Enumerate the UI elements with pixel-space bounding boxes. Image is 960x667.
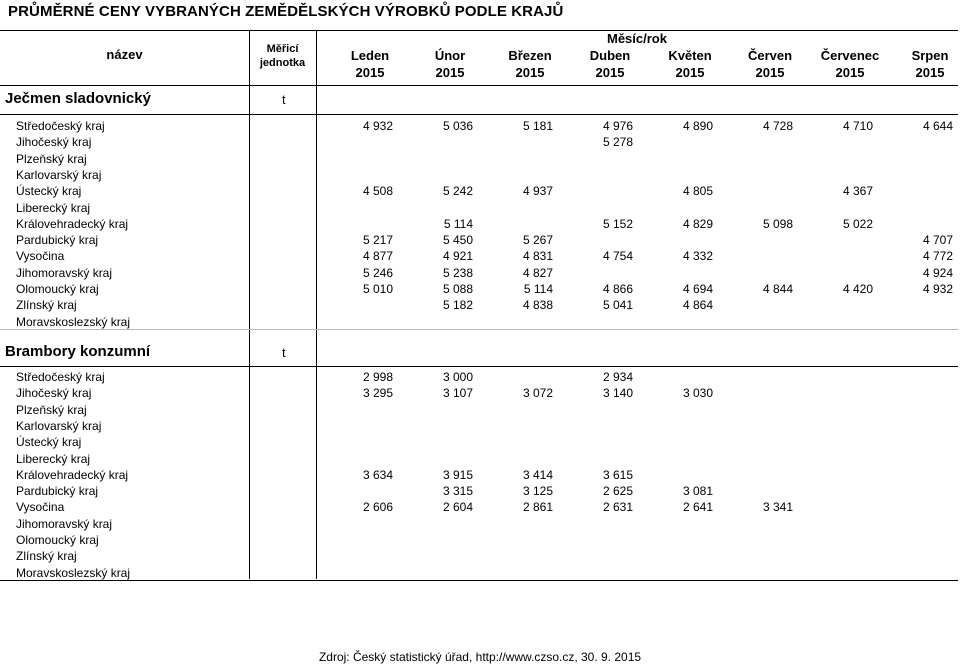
price-cell: 3 341 [762,500,793,514]
table-row [0,370,958,386]
region-name: Pardubický kraj [16,484,99,498]
table-row [0,566,958,582]
price-cell: 2 998 [362,370,393,384]
year-label: 2015 [515,65,545,80]
price-cell: 5 242 [442,184,473,198]
region-name: Liberecký kraj [16,201,91,215]
price-cell: 2 641 [682,500,713,514]
price-cell: 4 877 [362,249,393,263]
price-cell: 3 315 [442,484,473,498]
price-cell: 4 707 [922,233,953,247]
region-name: Olomoucký kraj [16,533,99,547]
region-name: Karlovarský kraj [16,419,102,433]
region-name: Moravskoslezský kraj [16,315,131,329]
table-row [0,315,958,331]
region-name: Jihočeský kraj [16,386,92,400]
table-row [0,217,958,233]
price-cell: 3 081 [682,484,713,498]
section-unit: t [282,345,286,360]
price-cell: 4 844 [762,282,793,296]
price-cell: 2 861 [522,500,553,514]
month-column-header [891,47,960,81]
name-column-header: název [106,47,143,62]
region-name: Plzeňský kraj [16,403,87,417]
section-title: Ječmen sladovnický [5,90,151,107]
table-row [0,298,958,314]
region-name: Olomoucký kraj [16,282,99,296]
region-name: Středočeský kraj [16,119,105,133]
price-cell: 4 932 [922,282,953,296]
price-cell: 4 924 [922,266,953,280]
table-row [0,233,958,249]
price-cell: 4 772 [922,249,953,263]
price-cell: 5 450 [442,233,473,247]
region-name: Jihomoravský kraj [16,517,113,531]
price-cell: 5 022 [842,217,873,231]
table-row [0,484,958,500]
price-cell: 4 644 [922,119,953,133]
month-label: Duben [589,48,631,63]
table-row [0,119,958,135]
price-cell: 2 625 [602,484,633,498]
price-cell: 5 267 [522,233,553,247]
region-name: Jihomoravský kraj [16,266,113,280]
region-name: Karlovarský kraj [16,168,102,182]
month-column-header [731,47,809,81]
header-rule [0,85,958,86]
price-cell: 5 041 [602,298,633,312]
table-row [0,386,958,402]
region-name: Královehradecký kraj [16,217,129,231]
month-column-header [331,47,409,81]
table-row [0,500,958,516]
price-cell: 4 508 [362,184,393,198]
price-cell: 4 831 [522,249,553,263]
price-cell: 2 606 [362,500,393,514]
price-cell: 5 098 [762,217,793,231]
price-cell: 4 976 [602,119,633,133]
region-name: Vysočina [16,500,65,514]
price-cell: 4 754 [602,249,633,263]
month-column-header [491,47,569,81]
year-label: 2015 [755,65,785,80]
table-row [0,403,958,419]
table-row [0,249,958,265]
price-cell: 5 217 [362,233,393,247]
price-cell: 5 152 [602,217,633,231]
region-name: Ústecký kraj [16,184,82,198]
month-label: Červen [747,48,793,63]
table-row [0,419,958,435]
price-cell: 2 631 [602,500,633,514]
table-row [0,184,958,200]
region-name: Vysočina [16,249,65,263]
price-cell: 3 915 [442,468,473,482]
price-cell: 5 114 [443,217,473,231]
month-column-header [411,47,489,81]
unit-header-line2: jednotka [259,57,306,69]
month-column-header [651,47,729,81]
price-cell: 5 088 [442,282,473,296]
month-label: Červenec [820,48,880,63]
price-cell: 5 278 [602,135,633,149]
table-row [0,517,958,533]
table-row [0,135,958,151]
price-cell: 4 838 [522,298,553,312]
price-cell: 4 921 [442,249,473,263]
table-row [0,452,958,468]
table-row [0,549,958,565]
price-cell: 4 710 [842,119,873,133]
price-cell: 5 238 [442,266,473,280]
month-label: Březen [508,48,552,63]
region-name: Ústecký kraj [16,435,82,449]
year-label: 2015 [355,65,385,80]
price-cell: 4 367 [842,184,873,198]
price-cell: 5 036 [442,119,473,133]
region-name: Jihočeský kraj [16,135,92,149]
table-row [0,533,958,549]
price-cell: 4 694 [682,282,713,296]
price-cell: 3 107 [442,386,473,400]
section-title: Brambory konzumní [5,343,151,360]
price-cell: 4 420 [842,282,873,296]
price-cell: 5 181 [522,119,553,133]
price-cell: 3 295 [362,386,393,400]
price-cell: 4 864 [682,298,713,312]
region-name: Moravskoslezský kraj [16,566,131,580]
region-name: Zlínský kraj [16,298,77,312]
region-name: Zlínský kraj [16,549,77,563]
price-cell: 4 890 [682,119,713,133]
month-label: Srpen [911,48,949,63]
year-label: 2015 [675,65,705,80]
price-cell: 3 414 [522,468,553,482]
month-label: Únor [434,48,466,63]
region-name: Liberecký kraj [16,452,91,466]
price-cell: 3 140 [602,386,633,400]
price-cell: 3 634 [362,468,393,482]
month-column-header [571,47,649,81]
unit-column-header [249,42,316,70]
section-rule [0,366,958,367]
price-cell: 3 615 [602,468,633,482]
table-row [0,468,958,484]
price-cell: 4 937 [522,184,553,198]
year-label: 2015 [435,65,465,80]
month-label: Leden [350,48,390,63]
price-cell: 3 072 [522,386,553,400]
price-cell: 4 805 [682,184,713,198]
price-cell: 2 604 [442,500,473,514]
year-label: 2015 [915,65,945,80]
section-unit: t [282,92,286,107]
section-rule [0,114,958,115]
price-cell: 4 827 [522,266,553,280]
table-row [0,152,958,168]
table-row [0,435,958,451]
price-cell: 2 934 [602,370,633,384]
month-group-header: Měsíc/rok [607,31,667,46]
price-cell: 5 114 [523,282,553,296]
price-cell: 3 030 [682,386,713,400]
price-cell: 5 182 [442,298,473,312]
price-cell: 4 332 [682,249,713,263]
table-row [0,201,958,217]
table-row [0,282,958,298]
price-cell: 4 728 [762,119,793,133]
region-name: Středočeský kraj [16,370,105,384]
price-cell: 4 866 [602,282,633,296]
region-name: Plzeňský kraj [16,152,87,166]
source-note: Zdroj: Český statistický úřad, http://www.czso.cz, 30. 9. 2015 [318,650,642,664]
year-label: 2015 [595,65,625,80]
unit-header-line1: Měřicí [266,43,299,55]
table-row [0,266,958,282]
page-title: PRŮMĚRNÉ CENY VYBRANÝCH ZEMĚDĚLSKÝCH VÝROBKŮ PODLE KRAJŮ [8,3,564,20]
region-name: Pardubický kraj [16,233,99,247]
price-cell: 3 125 [522,484,553,498]
price-cell: 3 000 [442,370,473,384]
price-cell: 4 932 [362,119,393,133]
year-label: 2015 [835,65,865,80]
month-label: Květen [668,48,712,63]
table-row [0,168,958,184]
month-column-header [811,47,889,81]
price-cell: 5 010 [362,282,393,296]
price-cell: 5 246 [362,266,393,280]
region-name: Královehradecký kraj [16,468,129,482]
price-cell: 4 829 [682,217,713,231]
